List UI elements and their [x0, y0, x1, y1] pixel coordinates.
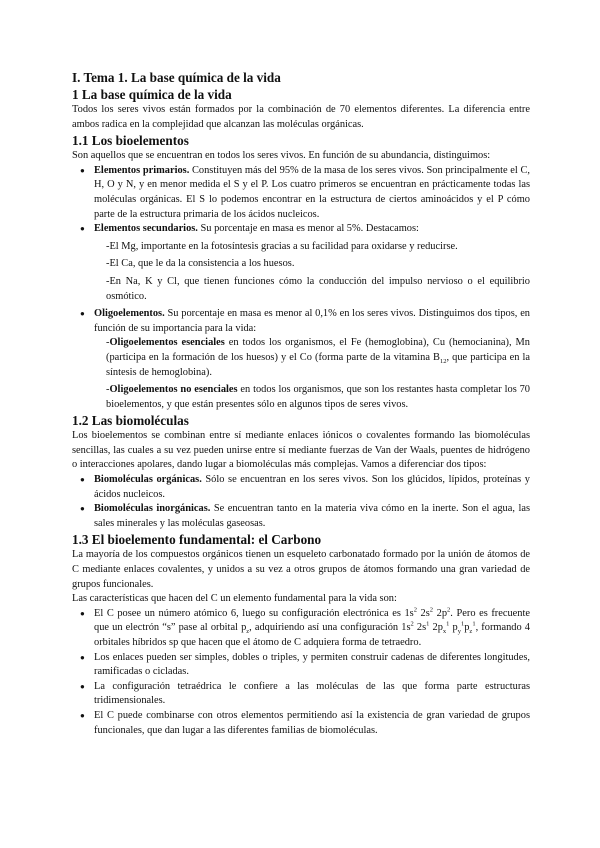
cfg-b: 2s [416, 607, 430, 619]
section-heading-1-2: 1.2 Las biomoléculas [72, 413, 189, 429]
cfg-g: 2p [429, 622, 443, 634]
text-secundarios: Su porcentaje en masa es menor al 5%. Destacamos: [197, 223, 419, 235]
term-primarios: Elementos primarios. [94, 164, 190, 176]
text-oligo: Su porcentaje en masa es menor al 0,1% en los seres vivos. Distinguimos dos tipos, en función de su importancia para la vida: [94, 308, 530, 334]
term-oligo-no-esenciales: Oligoelementos no esenciales [109, 384, 238, 396]
list-item-tetraedrica [72, 680, 530, 709]
chapter-title: I. Tema 1. La base química de la vida [72, 70, 281, 85]
carbono-p2: Las características que hacen del C un elemento fundamental para la vida son: [72, 593, 397, 605]
list-item-enlaces [72, 651, 530, 680]
oligo-no-esenciales: -Oligoelementos no esenciales en todos los organismos, que son los restantes hasta completar los 70 bioelementos, y que están presentes sólo en algunos tipos de seres vivos. [106, 384, 530, 410]
section-1-intro: Todos los seres vivos están formados por la combinación de 70 elementos diferentes. La diferencia entre ambos radica en la complejidad que alcanzan las moléculas orgánicas. [72, 104, 530, 130]
list-item-configuracion [72, 607, 530, 651]
section-heading-1-3: 1.3 El bioelemento fundamental: el Carbono [72, 532, 322, 548]
term-inorganicas: Biomoléculas inorgánicas. [94, 503, 211, 515]
text-oligo-esenciales: en todos los organismos, el Fe (hemoglobina), Cu (hemocianina), Mn (participa en la formación de los huesos) y el Co (forma parte de la vitamina B [106, 337, 530, 363]
text-inorganicas: Se encuentran tanto en la materia viva cómo en la inerte. Son el agua, las sales minerales y las moléculas gaseosas. [94, 503, 530, 529]
cfg-s7b: 1 [446, 620, 450, 628]
cfg-s8: y [457, 628, 461, 636]
cfg-s7: x [442, 628, 447, 636]
cfg-s2: 2 [429, 606, 434, 614]
term-secundarios: Elementos secundarios. [94, 223, 198, 235]
biomoleculas-list [72, 473, 530, 531]
cfg-f: 2s [413, 622, 427, 634]
cfg-s9b: 1 [472, 620, 476, 628]
text-oligo-no-esenciales: en todos los organismos, que son los restantes hasta completar los 70 bioelementos, y que están presentes sólo en algunos tipos de seres vivos. [106, 384, 530, 410]
biomoleculas-intro: Los bioelementos se combinan entre sí mediante enlaces iónicos o covalentes formando las biomoléculas sencillas, las cuales a su vez pueden unirse entre sí mediante fuerzas de Van der Waals, puentes de hidrógeno o interacciones apolares, dando lugar a biomoléculas más complejas. Vamos a diferenciar dos tipos: [72, 430, 530, 471]
list-item-primarios [72, 164, 530, 222]
cfg-a: El C posee un número atómico 6, luego su configuración electrónica es 1s [94, 607, 414, 619]
term-organicas: Biomoléculas orgánicas. [94, 474, 202, 486]
tetraedrica-text: ● La configuración tetraédrica le confiere a las moléculas de las que forma parte estructuras tridimensionales. [94, 680, 530, 707]
cfg-c: 2p [433, 607, 448, 619]
text-oligo-esenciales-end: , que participa en la síntesis de hemoglobina). [106, 351, 530, 378]
section-heading-1: 1 La base química de la vida [72, 87, 232, 102]
cfg-s8b: 1 [460, 620, 465, 628]
cfg-s4: z [246, 628, 250, 636]
section-heading-1-1: 1.1 Los bioelementos [72, 133, 189, 149]
cfg-e: , adquiriendo así una configuración 1s [249, 622, 411, 634]
secundario-ca: -El Ca, que le da la consistencia a los huesos. [106, 258, 295, 270]
list-item-oligo [72, 307, 530, 412]
list-item-combinacion [72, 709, 530, 738]
term-oligo-esenciales: Oligoelementos esenciales [109, 337, 225, 349]
list-item-inorganicas [72, 502, 530, 531]
document-page [72, 70, 530, 738]
list-item-secundarios [72, 222, 530, 304]
secundario-na-k-cl: -En Na, K y Cl, que tienen funciones cómo la conducción del impulso nervioso o el equilibrio osmótico. [106, 275, 530, 302]
configuracion-text [94, 607, 530, 651]
secundario-mg: -El Mg, importante en la fotosíntesis gracias a su facilidad para oxidarse y reducirse. [106, 240, 458, 252]
text-primarios: Constituyen más del 95% de la masa de los seres vivos. Son principalmente el C, H, O y N, y en menor medida el S y el P. Los cuatro primeros se encuentran en prácticamente todas las moléculas orgánicas. El S lo podemos encontrar en la estructura de ciertos aminoácidos y el P cómo parte de la estructura primaria de los ácidos nucleicos. [94, 164, 530, 220]
cfg-s1: 2 [413, 606, 417, 614]
cfg-s9: z [469, 628, 473, 636]
bioelementos-list [72, 164, 530, 413]
bioelementos-intro: Son aquellos que se encuentran en todos los seres vivos. En función de su abundancia, distinguimos: [72, 150, 491, 162]
cfg-j: , formando 4 orbitales híbridos sp que hacen que el átomo de C adquiera forma de tetraedro. [94, 622, 530, 648]
cfg-h: p [449, 622, 458, 634]
carbono-list [72, 607, 530, 738]
cfg-i: p [464, 622, 470, 634]
oligo-esenciales: -Oligoelementos esenciales en todos los organismos, el Fe (hemoglobina), Cu (hemocianina), Mn (participa en la formación de los huesos) y el Co (forma parte de la vitamina $B_{12}$, que participa en la síntesis de hemoglobina). [106, 337, 530, 378]
term-oligo: Oligoelementos. [94, 308, 165, 320]
text-organicas: Sólo se encuentran en los seres vivos. Son los glúcidos, lípidos, proteínas y ácidos nucleicos. [94, 474, 530, 500]
cfg-s5: 2 [410, 620, 414, 628]
carbono-p1: La mayoría de los compuestos orgánicos tienen un esqueleto carbonatado formado por la unión de átomos de C mediante enlaces covalentes, y unidos a su vez a otros grupos de átomos formando una gran variedad de grupos funcionales. [72, 549, 530, 590]
sub-12: 12 [439, 357, 447, 365]
enlaces-text: ● Los enlaces pueden ser simples, dobles o triples, y permiten construir cadenas de diferentes longitudes, ramificadas o cicladas. [94, 651, 530, 678]
cfg-d: . Pero es frecuente que un electrón “s” pase al orbital p [94, 607, 530, 634]
combinacion-text: ● El C puede combinarse con otros elementos permitiendo así la existencia de gran variedad de grupos funcionales, que dan lugar a las diferentes familias de biomoléculas. [94, 709, 530, 736]
cfg-s6: 1 [426, 620, 430, 628]
cfg-s3: 2 [447, 606, 451, 614]
list-item-organicas [72, 473, 530, 502]
